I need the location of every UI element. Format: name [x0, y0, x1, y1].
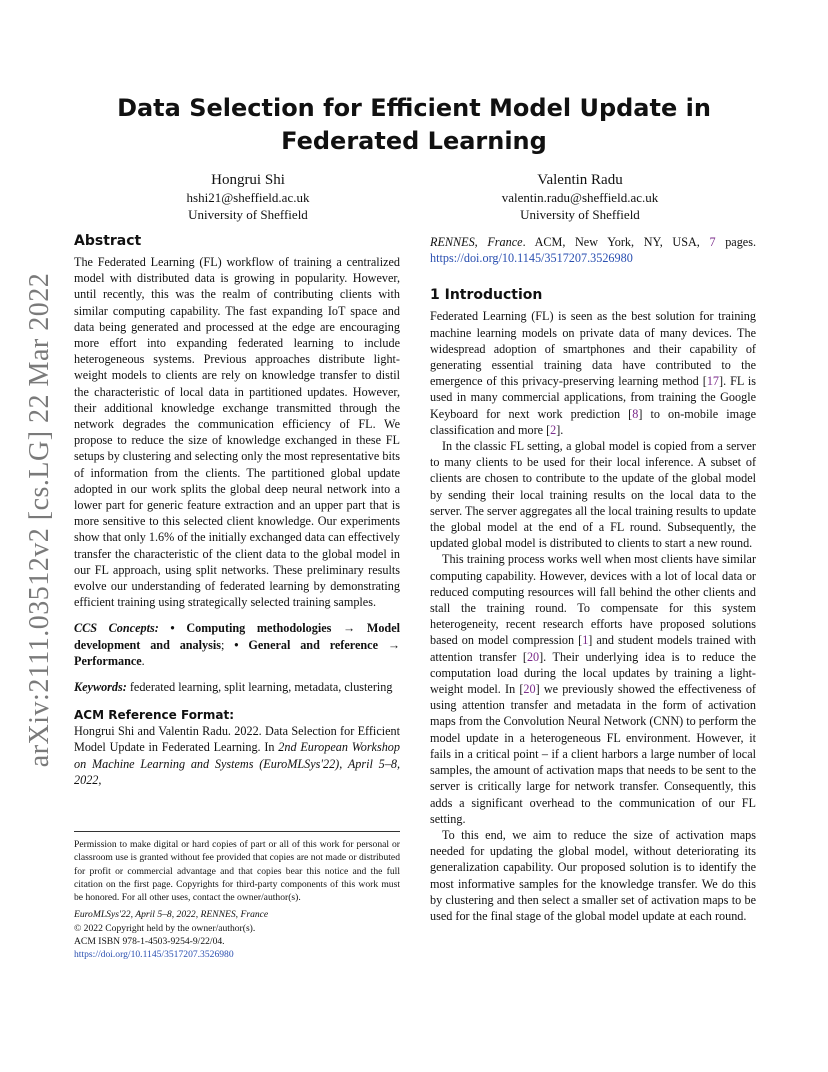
copyright-footnote [74, 831, 400, 962]
acm-reference-authors: Hongrui Shi and Valentin Radu. 2022. Data Selection for Efficient Model Update in Federated Learning. In [74, 724, 400, 755]
ccs-separator: ; [221, 637, 225, 652]
acm-reference-doi-link[interactable]: https://doi.org/10.1145/3517207.3526980 [430, 251, 633, 266]
acm-reference-pages-link[interactable]: 7 [709, 235, 716, 249]
author-affiliation: University of Sheffield [188, 207, 308, 222]
ccs-concepts [74, 620, 400, 669]
acm-reference-pages: pages. [715, 235, 756, 249]
author-block-1 [78, 171, 418, 223]
citation-link[interactable]: 2 [550, 422, 557, 437]
author-name: Valentin Radu [537, 172, 623, 188]
acm-reference-text [74, 723, 400, 788]
citation-link[interactable]: 20 [523, 682, 536, 697]
paper-title: Data Selection for Efficient Model Update in Federated Learning [117, 94, 711, 155]
acm-reference-venue: 2nd European Workshop on Machine Learning and Systems (EuroMLSys'22), April 5–8, 2022, [74, 740, 400, 787]
intro-paragraph-1 [430, 308, 756, 438]
introduction-heading: 1 Introduction [430, 287, 543, 304]
acm-reference-publisher: . ACM, New York, NY, USA, [522, 235, 710, 249]
acm-reference-continued [430, 234, 756, 266]
intro-p3-text: ]. Their underlying idea is to reduce the computation load during the local updates by training a light-weight model. In [ [430, 649, 757, 697]
acm-reference-heading: ACM Reference Format: [74, 708, 234, 723]
arxiv-identifier-stamp [20, 272, 60, 767]
keywords [74, 679, 400, 695]
author-email: hshi21@sheffield.ac.uk [186, 190, 310, 205]
abstract-text: The Federated Learning (FL) workflow of training a centralized model with distributed data is growing in popularity. However, until recently, this was the realm of contributing clients with similar computing capability. The fast expanding IoT space and data being generated and processed at the edge are encouraging more effort into expanding federated learning to include heterogeneous systems. Previous approaches distribute light-weight models to clients are rely on knowledge transfer to distil the characteristic of local data in partitioned updates. However, their additional knowledge exchange transmitted through the network degrades the communication efficiency of FL. We propose to reduce the size of knowledge exchanged in these FL setups by clustering and selecting only the most representative bits of information from the clients. The partitioned global update adopted in our work splits the global deep neural network into a lower part for generic feature extraction and an upper part that is more sensitive to this selected client knowledge. Our experiments show that only 1.6% of the initially exchanged data can effectively transfer the characteristic of the client data to the global model in our FL approach, using split networks. These preliminary results evolve our understanding of federated learning by demonstrating efficient training using strategically selected training samples. [74, 255, 400, 610]
intro-paragraph-4: To this end, we aim to reduce the size of activation maps needed for updating the global model, without deteriorating its generalization capability. Our proposed solution is to identify the most informative samples for the knowledge transfer. We do this by clustering and then select a smaller set of activation maps to be used for the final stage of the global model update at each round. [430, 827, 756, 923]
ccs-label: CCS Concepts: [74, 621, 159, 636]
ccs-item-1: Computing methodologies → Model development and analysis [74, 621, 401, 652]
ccs-item-2: General and reference → Performance [74, 637, 401, 668]
keywords-text: federated learning, split learning, metadata, clustering [129, 680, 393, 695]
ccs-end: . [141, 653, 145, 668]
intro-p1-text: Federated Learning (FL) is seen as the best solution for training machine learning models on private data of many devices. The widespread adoption of smartphones and their capability of generating essential training data have contributed to the emergence of this privacy-preserving learning method [ [430, 309, 756, 389]
author-email: valentin.radu@sheffield.ac.uk [501, 190, 659, 205]
intro-p1-text: ]. [556, 422, 564, 437]
arxiv-stamp-text: arXiv:2111.03512v2 [cs.LG] 22 Mar 2022 [24, 272, 55, 767]
intro-paragraph-2: In the classic FL setting, a global model is copied from a server to many clients to be used for their local inference. A subset of clients are chosen to contribute to the update of the global model by sending their local training results on the local data to the server. The server aggregates all the local training results to update the global model at the end of a FL round. Subsequently, the updated global model is distributed to clients to start a new round. [430, 439, 756, 551]
footnote-doi-link[interactable]: https://doi.org/10.1145/3517207.3526980 [74, 949, 234, 961]
keywords-label: Keywords: [74, 680, 127, 695]
footnote-conference-text: EuroMLSys'22, April 5–8, 2022, RENNES, France [74, 909, 269, 921]
footnote-rule [74, 831, 400, 832]
right-column [430, 234, 756, 924]
ccs-bullet: • [234, 637, 239, 652]
footnote-conference [74, 908, 400, 921]
footnote-isbn: ACM ISBN 978-1-4503-9254-9/22/04. [74, 936, 225, 948]
intro-p1-text: ]. FL is used in many commercial applications, from training the Google Keyboard for next work prediction [ [430, 374, 756, 421]
author-affiliation: University of Sheffield [520, 207, 640, 222]
intro-p3-text: This training process works well when most clients have similar computing capability. However, devices with a lot of local data or reduced computing resources will fall behind the other clients and stall the training round. To compensate for this system heterogeneity, recent research efforts have proposed solutions based on model compression [ [430, 552, 756, 648]
intro-p3-text: ] and student models trained with attention transfer [ [430, 633, 756, 664]
citation-link[interactable]: 20 [526, 649, 540, 664]
permission-notice: Permission to make digital or hard copies of part or all of this work for personal or classroom use is granted without fee provided that copies are not made or distributed for profit or commercial advantage and that copies bear this notice and the full citation on the first page. Copyrights for third-party components of this work must be honored. For all other uses, contact the owner/author(s). [74, 839, 400, 904]
author-block-2 [410, 171, 750, 223]
abstract-heading: Abstract [74, 233, 142, 249]
citation-link[interactable]: 1 [582, 633, 589, 648]
intro-paragraph-3 [430, 551, 756, 826]
left-column [74, 232, 400, 788]
intro-p3-text: ] we previously showed the effectiveness of using attention transfer and metadata in the form of activation maps from the Convolution Neural Network (CNN) to perform the model update in a heterogeneous FL environment. However, it fails in a critical point – if a client harbors a large number of local samples, the amount of activation maps that needs to be sent to the server is critically large for network transfer. Consequently, this adds a significant overhead to the communication of our FL setting. [430, 682, 756, 826]
citation-link[interactable]: 17 [706, 374, 720, 389]
citation-link[interactable]: 8 [632, 406, 639, 421]
acm-reference-location: RENNES, France [430, 235, 523, 249]
author-name: Hongrui Shi [211, 172, 285, 188]
footnote-copyright: © 2022 Copyright held by the owner/author(s). [74, 922, 256, 934]
intro-p1-text: ] to on-mobile image classification and more [ [430, 406, 756, 437]
ccs-bullet: • [170, 621, 175, 636]
